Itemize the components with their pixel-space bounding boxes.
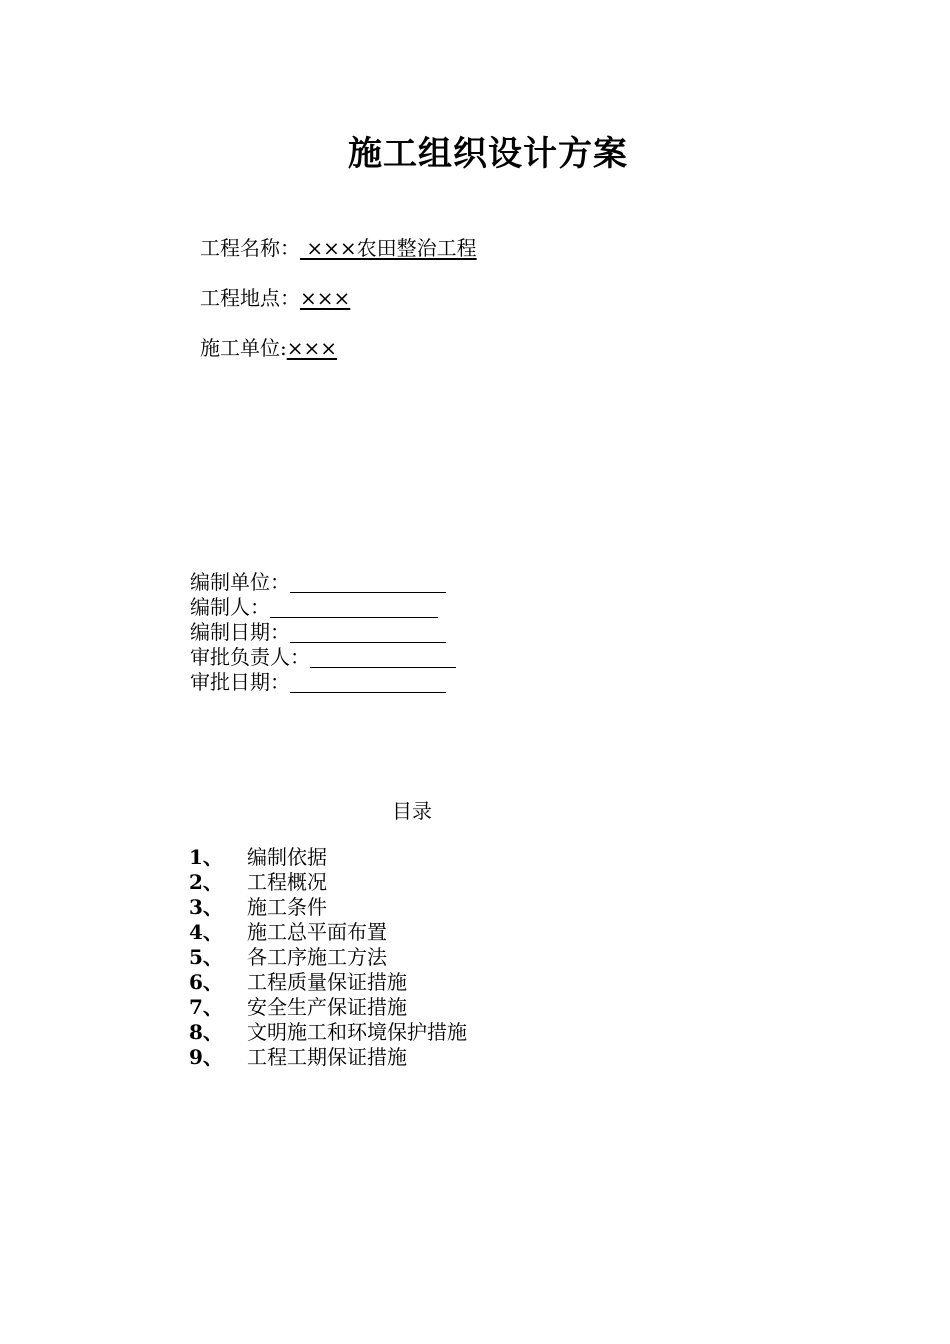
toc-item-number: 3、 <box>189 895 223 919</box>
signoff-row-prepared-date <box>190 620 456 645</box>
toc-item-text: 施工总平面布置 <box>247 920 387 944</box>
toc-item-number: 8、 <box>189 1020 223 1044</box>
toc-item-number: 5、 <box>189 945 223 969</box>
toc-item <box>189 995 467 1020</box>
approver-label: 审批负责人： <box>190 645 310 669</box>
toc-item-number: 6、 <box>189 970 223 994</box>
toc-item <box>189 1020 467 1045</box>
project-name-line <box>200 236 477 260</box>
signoff-row-approval-date <box>190 670 456 695</box>
approval-date-blank <box>290 672 446 693</box>
toc-item-text: 编制依据 <box>247 845 327 869</box>
prepared-date-label: 编制日期： <box>190 620 290 644</box>
toc-item-text: 文明施工和环境保护措施 <box>247 1020 467 1044</box>
toc-item <box>189 970 467 995</box>
toc-item-text: 各工序施工方法 <box>247 945 387 969</box>
construction-unit-value: ××× <box>286 336 338 360</box>
toc-item-number: 9、 <box>189 1045 223 1069</box>
signoff-row-approver <box>190 645 456 670</box>
project-location-value: ××× <box>300 286 351 310</box>
toc-item-number: 2、 <box>189 870 223 894</box>
signoff-row-prepared-unit <box>190 570 456 595</box>
signoff-row-prepared-by <box>190 595 456 620</box>
toc-item <box>189 845 467 870</box>
project-name-label: 工程名称： <box>200 236 300 260</box>
toc-item <box>189 945 467 970</box>
signoff-block <box>190 570 456 695</box>
construction-unit-line <box>200 336 337 360</box>
toc-item-text: 施工条件 <box>247 895 327 919</box>
approval-date-label: 审批日期： <box>190 670 290 694</box>
approver-blank <box>310 647 456 668</box>
toc-item-text: 安全生产保证措施 <box>247 995 407 1019</box>
toc-item <box>189 1045 467 1070</box>
construction-unit-label: 施工单位: <box>200 336 287 360</box>
prepared-date-blank <box>290 622 446 643</box>
toc-item <box>189 895 467 920</box>
toc-title: 目录 <box>392 799 432 823</box>
project-name-value: ×××农田整治工程 <box>300 236 477 260</box>
toc-item-number: 1、 <box>189 845 223 869</box>
toc-item-text: 工程工期保证措施 <box>247 1045 407 1069</box>
project-location-line <box>200 286 350 310</box>
toc-item-number: 7、 <box>189 995 223 1019</box>
table-of-contents <box>189 845 467 1070</box>
toc-item-text: 工程质量保证措施 <box>247 970 407 994</box>
prepared-unit-label: 编制单位： <box>190 570 290 594</box>
prepared-by-blank <box>270 597 438 618</box>
prepared-by-label: 编制人： <box>190 595 270 619</box>
toc-item-text: 工程概况 <box>247 870 327 894</box>
document-title: 施工组织设计方案 <box>348 134 628 174</box>
project-location-label: 工程地点： <box>200 286 300 310</box>
toc-item-number: 4、 <box>189 920 223 944</box>
toc-item <box>189 920 467 945</box>
toc-item <box>189 870 467 895</box>
prepared-unit-blank <box>290 572 446 593</box>
